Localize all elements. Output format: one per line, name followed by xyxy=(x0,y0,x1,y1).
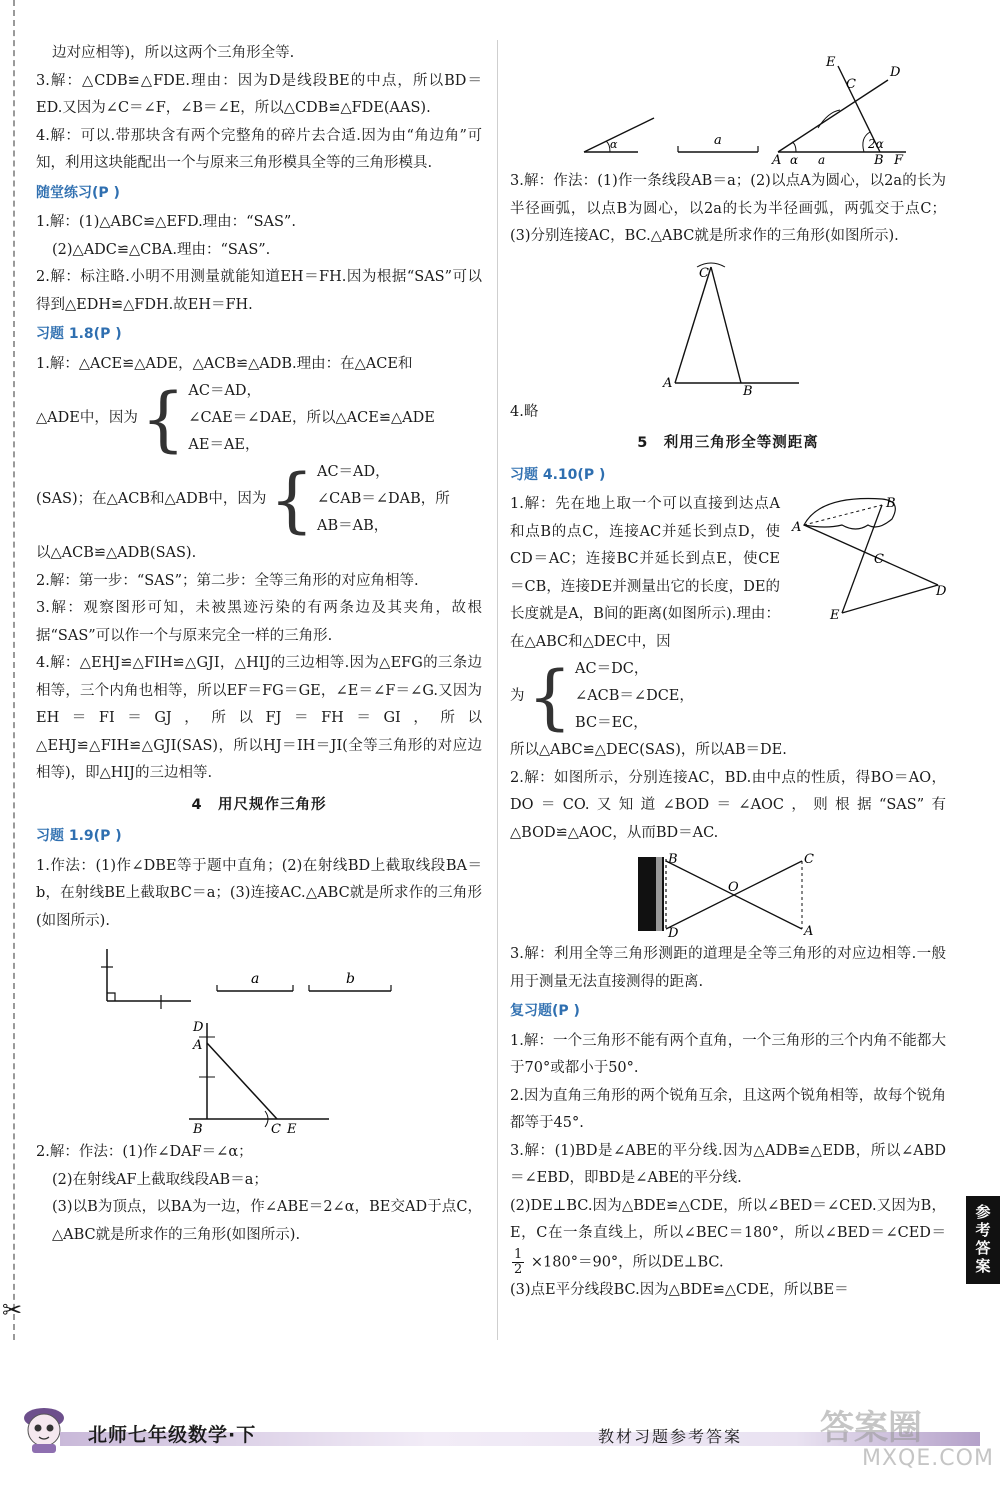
label-b: b xyxy=(346,971,355,987)
label-a: a xyxy=(251,971,260,987)
fraction-numerator: 1 xyxy=(514,1246,523,1262)
text-line: (SAS)；在△ACB和△ADB中，因为 xyxy=(36,490,267,507)
step-3: (3)以B为顶点，以BA为一边，作∠ABE＝2∠α，BE交AD于点C，△ABC就是所求作的三角形(如图所示). xyxy=(52,1199,482,1243)
label-B: B xyxy=(668,852,678,867)
answer-3-2-text-end: ×180°＝90°，所以DE⊥BC. xyxy=(530,1254,724,1270)
answer-1: 1.解：一个三角形不能有两个直角，一个三角形的三个内角不能都大于70°或都小于50°. xyxy=(510,1032,946,1076)
brace: { xyxy=(527,655,573,738)
answer-1: 1.作法：(1)作∠DBE等于题中直角；(2)在射线BD上截取线段BA＝b，在射线BE上截取BC＝a；(3)连接AC.△ABC就是所求作的三角形(如图所示). xyxy=(36,857,482,929)
label-D: D xyxy=(936,584,947,599)
answer-1-block xyxy=(510,491,946,656)
label-A: A xyxy=(663,375,673,391)
label-A: A xyxy=(772,153,782,164)
section-heading-fuxi: 复习题(P ) xyxy=(510,1003,580,1019)
side-tab-answers: 参考答案 xyxy=(966,1196,1000,1284)
label-C: C xyxy=(699,265,709,281)
answer-3: 3.解：观察图形可知，未被黑迹污染的有两条边及其夹角，故根据“SAS”可以作一个与原来完全一样的三角形. xyxy=(36,600,482,644)
system-lines xyxy=(188,378,306,459)
condition-line: BC＝EC， xyxy=(575,715,648,731)
label-C: C xyxy=(874,552,884,567)
equation-system xyxy=(510,656,946,737)
left-column xyxy=(36,40,482,1249)
answer-1: 1.解：(1)△ABC≌△EFD.理由：“SAS”. xyxy=(36,214,296,230)
answer-2: 2.解：如图所示，分别连接AC，BD.由中点的性质，得BO＝AO，DO＝CO.又知道∠BOD＝∠AOC，则根据“SAS”有△BOD≌△AOC，从而BD＝AC. xyxy=(510,769,946,841)
section-title-5: 5 利用三角形全等测距离 xyxy=(637,435,819,451)
section-heading-suitang: 随堂练习(P ) xyxy=(36,184,120,201)
step-2: (2)在射线AF上截取线段AB＝a； xyxy=(52,1171,268,1188)
answer-3: 3.解：(1)BD是∠ABE的平分线.因为△ADB≌△EDB，所以∠ABD＝∠EBD，即BD是∠ABE的平分线. xyxy=(510,1142,946,1186)
equation-system xyxy=(36,378,482,459)
text-line: 所以△ABC≌△DEC(SAS)，所以AB＝DE. xyxy=(510,742,787,758)
figure-isosceles-triangle xyxy=(653,255,803,395)
answer-3-2 xyxy=(510,1193,946,1277)
watermark-logo: 答案圈 xyxy=(820,1408,922,1448)
condition-line: ∠ACB＝∠DCE， xyxy=(575,688,694,704)
figure-right-triangle xyxy=(179,1015,339,1135)
answer-4: 4.解：△EHJ≌△FIH≌△GJI，△HIJ的三边相等.因为△EFG的三条边相等，三个内角也相等，所以EF＝FG＝GE，∠E＝∠F＝∠G.又因为EH＝FI＝GJ，所以FJ＝FH＝GI，所以△EHJ≌△FIH≌△GJI(SAS)，所以HJ＝IH＝JI(全等三角形的对应边相等)，即△HIJ的三边相等. xyxy=(36,655,482,781)
answer-4: 4.略 xyxy=(510,403,539,420)
condition-line: AE＝AE， xyxy=(188,437,260,453)
section-heading-xiti-1-9: 习题 1.9(P ) xyxy=(36,828,122,844)
answer-2: 2.解：第一步：“SAS”；第二步：全等三角形的对应角相等. xyxy=(36,572,419,589)
answer-3: 3.解：利用全等三角形测距的道理是全等三角形的对应边相等.一般用于测量无法直接测得的距离. xyxy=(510,946,946,990)
condition-line: AC＝AD， xyxy=(188,383,262,399)
figure-pond-distance xyxy=(790,491,950,621)
condition-line: AC＝AD， xyxy=(316,464,390,480)
label-A: A xyxy=(804,924,814,937)
label-B: B xyxy=(743,383,753,395)
label-A: A xyxy=(792,520,802,535)
label-a-2: a xyxy=(818,153,826,164)
brace: { xyxy=(269,458,314,541)
answer-3-2-text: (2)DE⊥BC.因为△BDE≌△CDE，所以∠BED＝∠CED.又因为B，E，C在一条直线上，所以∠BEC＝180°，所以∠BED＝∠CED＝ xyxy=(510,1197,946,1241)
label-2alpha: 2α xyxy=(868,137,884,151)
brace: { xyxy=(140,377,186,460)
text-line: 以△ACB≌△ADB(SAS). xyxy=(36,545,197,561)
label-alpha: α xyxy=(610,138,618,151)
text-line: 所 xyxy=(435,490,450,507)
answer-3: 3.解：作法：(1)作一条线段AB＝a；(2)以点A为圆心，以2a的长为半径画弧，以点B为圆心，以2a的长为半径画弧，两弧交于点C；(3)分别连接AC，BC.△ABC就是所求作的三角形(如图所示). xyxy=(510,173,946,244)
text-line: 所以△ACE≌△ADE xyxy=(306,409,435,426)
label-C: C xyxy=(846,77,856,92)
system-lines xyxy=(317,459,435,540)
label-E: E xyxy=(830,608,840,621)
label-F: F xyxy=(894,153,904,164)
label-B: B xyxy=(886,496,896,511)
label-D: D xyxy=(193,1020,204,1035)
label-D: D xyxy=(890,65,901,80)
section-heading-xiti-4-10: 习题 4.10(P ) xyxy=(510,466,606,483)
text-line: △ADE中，因为 xyxy=(36,409,138,426)
column-divider xyxy=(497,40,498,1340)
text-line: 为 xyxy=(510,687,525,704)
label-A: A xyxy=(193,1038,203,1053)
cut-line xyxy=(13,0,15,1340)
watermark-url: MXQE.COM xyxy=(862,1446,994,1471)
label-alpha-1: α xyxy=(790,153,799,164)
condition-line: ∠CAE＝∠DAE， xyxy=(188,410,307,426)
answer-1: 1.解：△ACE≌△ADE，△ACB≌△ADB.理由：在△ACE和 xyxy=(36,355,413,372)
label-a: a xyxy=(714,133,722,148)
label-O: O xyxy=(728,880,739,895)
figure-construction-2alpha xyxy=(528,52,928,164)
figure-bowtie-distance xyxy=(628,851,828,937)
section-heading-xiti-1-8: 习题 1.8(P ) xyxy=(36,326,122,342)
system-lines xyxy=(575,656,694,737)
figure-right-angle-segments xyxy=(99,939,419,1011)
answer-2: 2.解：标注略.小明不用测量就能知道EH＝FH.因为根据“SAS”可以得到△EDH≌△FDH.故EH＝FH. xyxy=(36,269,482,313)
book-title: 北师七年级数学·下 xyxy=(88,1424,257,1446)
label-E: E xyxy=(287,1122,297,1135)
answer-1-2: (2)△ADC≌△CBA.理由：“SAS”. xyxy=(52,241,271,258)
answer-2: 2.解：作法：(1)作∠DAF＝∠α； xyxy=(36,1144,253,1160)
fraction xyxy=(512,1248,524,1277)
answer-2: 2.因为直角三角形的两个锐角互余，且这两个锐角相等，故每个锐角都等于45°. xyxy=(510,1087,946,1131)
scissors-icon: ✂ xyxy=(2,1296,23,1324)
label-E: E xyxy=(826,55,836,70)
label-C: C xyxy=(804,852,814,867)
answer-3-3: (3)点E平分线段BC.因为△BDE≌△CDE，所以BE＝ xyxy=(510,1281,849,1298)
section-title-4: 4 用尺规作三角形 xyxy=(191,796,327,813)
text-line: 边对应相等)，所以这两个三角形全等. xyxy=(52,45,295,61)
label-B: B xyxy=(874,153,884,164)
condition-line: AB＝AB， xyxy=(316,518,389,534)
condition-line: ∠CAB＝∠DAB， xyxy=(316,491,436,507)
footer-section-title: 教材习题参考答案 xyxy=(598,1427,743,1446)
answer-1-text: 1.解：先在地上取一个可以直接到达点A和点B的点C，连接AC并延长到点D，使CD＝AC；连接BC并延长到点E，使CE＝CB，连接DE并测量出它的长度，DE的长度就是A，B间的距离(如图所示).理由：在△ABC和△DEC中，因 xyxy=(510,496,780,650)
answer-4: 4.解：可以.带那块含有两个完整角的碎片去合适.因为由“角边角”可知，利用这块能配出一个与原来三角形模具全等的三角形模具. xyxy=(36,127,482,171)
fraction-denominator: 2 xyxy=(514,1261,523,1277)
right-column xyxy=(510,40,946,1304)
answer-3: 3.解：△CDB≌△FDE.理由：因为D是线段BE的中点，所以BD＝ED.又因为∠C＝∠F，∠B＝∠E，所以△CDB≌△FDE(AAS). xyxy=(36,72,482,116)
label-C: C xyxy=(271,1122,281,1135)
label-D: D xyxy=(668,926,679,937)
condition-line: AC＝DC， xyxy=(575,661,649,677)
equation-system xyxy=(36,459,482,540)
label-B: B xyxy=(193,1122,203,1135)
